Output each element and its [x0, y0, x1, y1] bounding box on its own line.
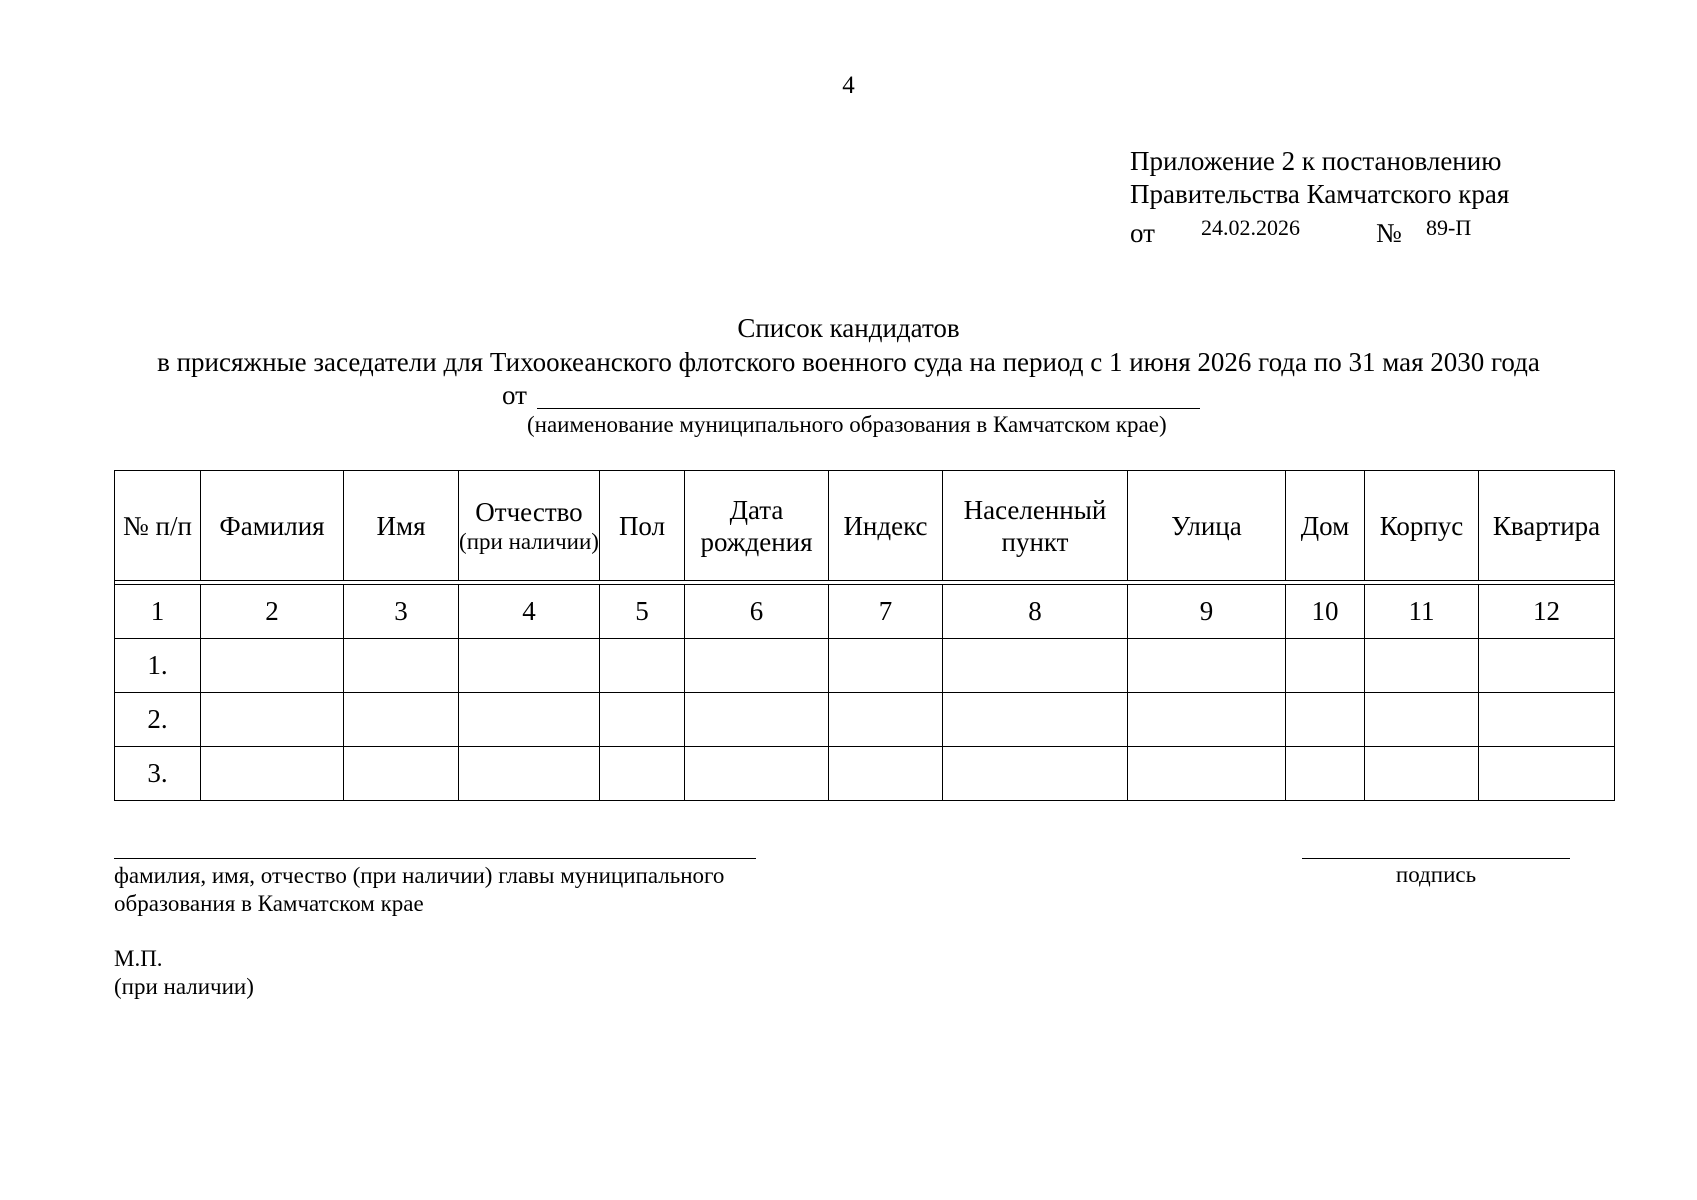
table-cell[interactable]	[344, 639, 459, 693]
appendix-from-label: от	[1130, 218, 1155, 248]
appendix-number-sign: №	[1376, 218, 1402, 248]
document-title: Список кандидатов	[737, 313, 960, 343]
header-cell: Индекс	[829, 471, 943, 581]
column-number-cell: 5	[600, 585, 685, 639]
table-cell[interactable]	[459, 747, 600, 801]
table-cell[interactable]	[685, 693, 829, 747]
municipality-from-label: от	[502, 380, 527, 410]
document-subtitle: в присяжные заседатели для Тихоокеанского флотского военного суда на период с 1 июня 2026 года по 31 мая 2030 года	[157, 347, 1540, 377]
appendix-block	[1130, 145, 1510, 248]
municipality-caption: (наименование муниципального образования в Камчатском крае)	[527, 412, 1167, 437]
head-name-caption-line-1: фамилия, имя, отчество (при наличии) главы муниципального	[114, 863, 725, 888]
table-cell[interactable]	[201, 639, 344, 693]
table-cell[interactable]	[600, 639, 685, 693]
column-number-row	[115, 585, 1615, 639]
table-cell[interactable]	[1128, 747, 1286, 801]
table-cell[interactable]	[943, 693, 1128, 747]
stamp-note: (при наличии)	[114, 974, 254, 999]
appendix-line-2: Правительства Камчатского края	[1130, 179, 1510, 209]
signature-fill-line	[1302, 858, 1570, 859]
municipality-fill-line	[537, 408, 1200, 409]
table-cell[interactable]	[459, 639, 600, 693]
header-cell: Корпус	[1365, 471, 1479, 581]
candidates-table	[114, 470, 1615, 801]
table-cell[interactable]	[201, 693, 344, 747]
header-cell: Имя	[344, 471, 459, 581]
column-number-cell: 9	[1128, 585, 1286, 639]
table-cell[interactable]	[943, 639, 1128, 693]
table-cell[interactable]	[1479, 747, 1615, 801]
page-number: 4	[842, 72, 855, 99]
table-cell[interactable]	[1365, 747, 1479, 801]
column-number-cell: 7	[829, 585, 943, 639]
header-cell: Улица	[1128, 471, 1286, 581]
table-cell[interactable]	[1365, 639, 1479, 693]
appendix-number: 89-П	[1426, 215, 1472, 240]
table-cell[interactable]	[1128, 639, 1286, 693]
table-cell[interactable]	[685, 639, 829, 693]
header-cell-label: Отчество	[475, 497, 583, 527]
column-number-cell: 3	[344, 585, 459, 639]
header-cell: Дата рождения	[685, 471, 829, 581]
appendix-date-row	[1130, 211, 1509, 248]
column-number-cell: 6	[685, 585, 829, 639]
table-header-row	[115, 471, 1615, 581]
head-name-fill-line	[114, 858, 756, 859]
table-row	[115, 747, 1615, 801]
head-name-caption-line-2: образования в Камчатском крае	[114, 891, 424, 916]
stamp-place	[114, 945, 254, 1001]
header-cell-note: (при наличии)	[459, 529, 599, 554]
table-cell[interactable]	[344, 747, 459, 801]
table-cell[interactable]	[201, 747, 344, 801]
table-cell[interactable]	[1365, 693, 1479, 747]
stamp-label: М.П.	[114, 946, 163, 971]
row-number-cell: 2.	[115, 693, 201, 747]
table-cell[interactable]	[1286, 639, 1365, 693]
table-cell[interactable]	[600, 693, 685, 747]
column-number-cell: 10	[1286, 585, 1365, 639]
column-number-cell: 8	[943, 585, 1128, 639]
table-cell[interactable]	[1479, 693, 1615, 747]
table-cell[interactable]	[1128, 693, 1286, 747]
header-cell: Фамилия	[201, 471, 344, 581]
table-cell[interactable]	[829, 747, 943, 801]
header-cell-patronymic	[459, 471, 600, 581]
table-cell[interactable]	[1286, 747, 1365, 801]
column-number-cell: 4	[459, 585, 600, 639]
table-cell[interactable]	[459, 693, 600, 747]
head-name-caption	[114, 862, 724, 918]
column-number-cell: 2	[201, 585, 344, 639]
row-number-cell: 3.	[115, 747, 201, 801]
table-cell[interactable]	[1286, 693, 1365, 747]
column-number-cell: 1	[115, 585, 201, 639]
table-cell[interactable]	[685, 747, 829, 801]
header-cell: Пол	[600, 471, 685, 581]
column-number-cell: 11	[1365, 585, 1479, 639]
appendix-line-1: Приложение 2 к постановлению	[1130, 146, 1502, 176]
table-cell[interactable]	[1479, 639, 1615, 693]
row-number-cell: 1.	[115, 639, 201, 693]
header-cell: Населенный пункт	[943, 471, 1128, 581]
table-cell[interactable]	[829, 639, 943, 693]
table-cell[interactable]	[344, 693, 459, 747]
signature-caption: подпись	[1395, 862, 1477, 887]
table-row	[115, 639, 1615, 693]
table-cell[interactable]	[943, 747, 1128, 801]
table-cell[interactable]	[600, 747, 685, 801]
table-row	[115, 693, 1615, 747]
table-cell[interactable]	[829, 693, 943, 747]
header-cell: Квартира	[1479, 471, 1615, 581]
appendix-date: 24.02.2026	[1201, 215, 1300, 240]
column-number-cell: 12	[1479, 585, 1615, 639]
header-cell: № п/п	[115, 471, 201, 581]
header-cell: Дом	[1286, 471, 1365, 581]
